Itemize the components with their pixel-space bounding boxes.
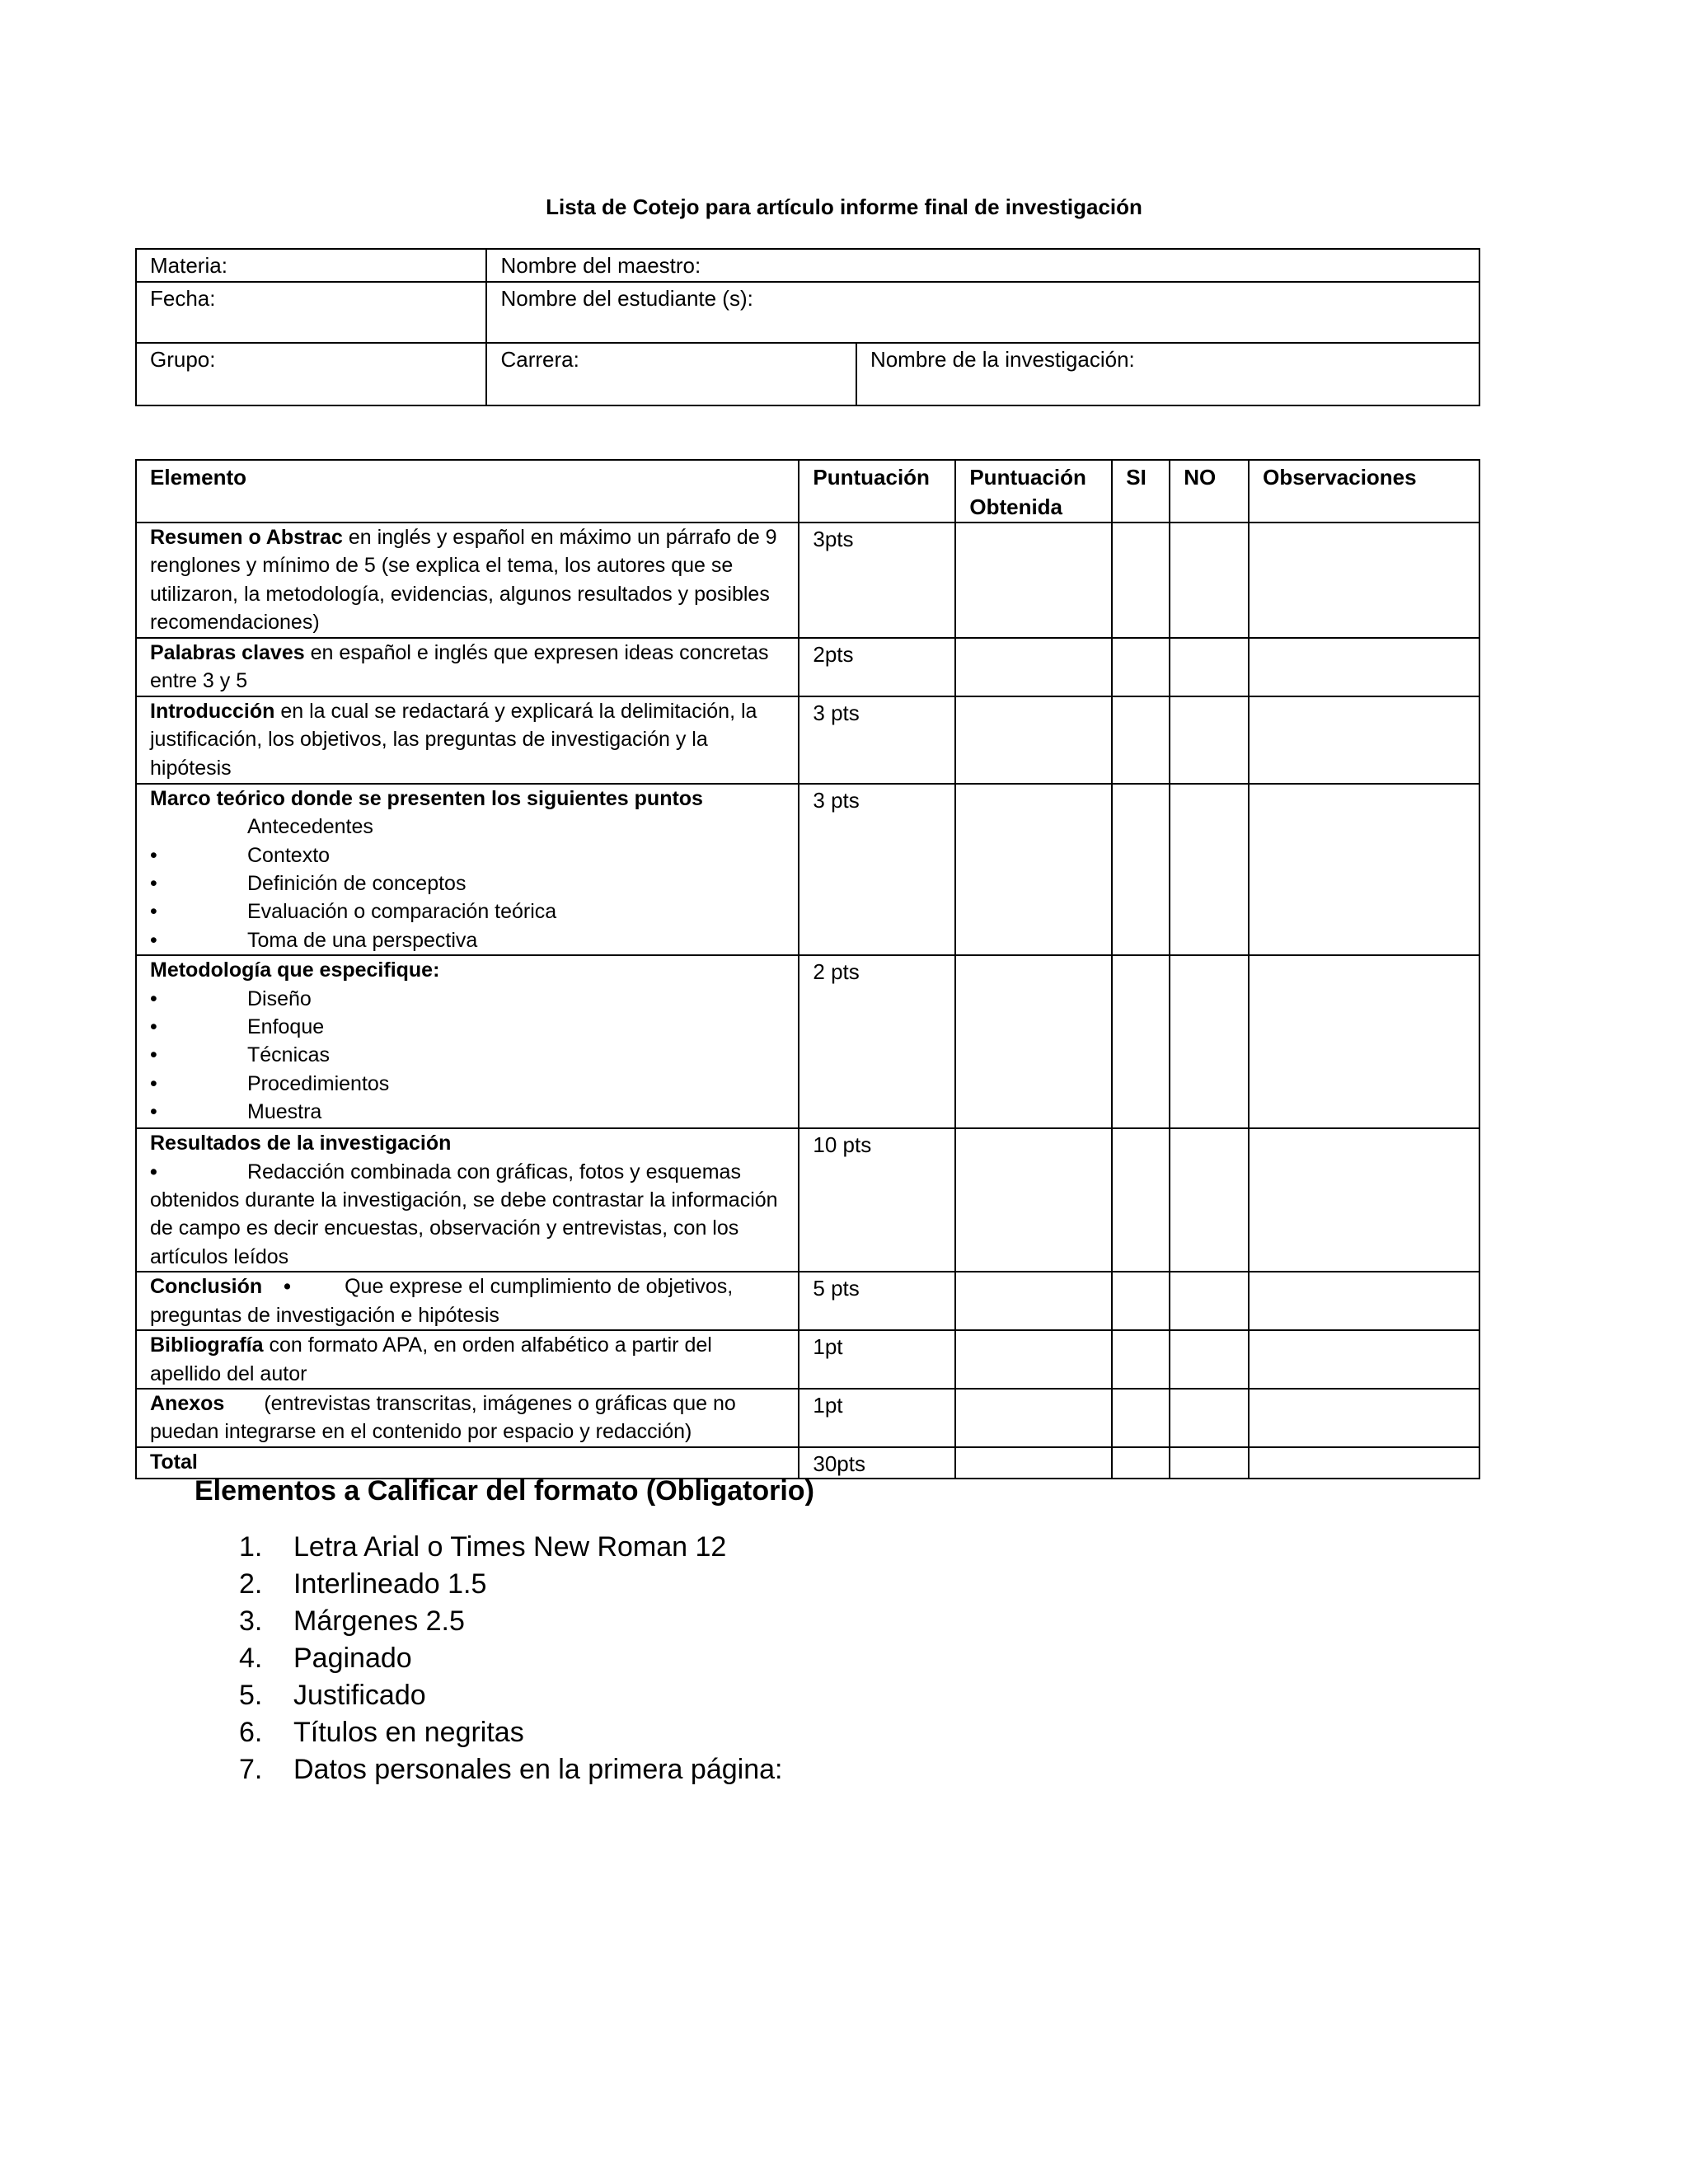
list-item: • Diseño: [150, 987, 312, 1010]
no-cell[interactable]: [1170, 1330, 1249, 1389]
list-item: • Enfoque: [150, 1015, 325, 1039]
header-no: NO: [1170, 460, 1249, 523]
points-cell: 3 pts: [799, 696, 955, 784]
element-cell: Metodología que especifique: • Diseño • Enfoque • Técnicas • Procedimientos • Muestra: [136, 955, 799, 1128]
info-table: [135, 248, 1480, 406]
si-cell[interactable]: [1112, 638, 1170, 696]
list-item: 2. Interlineado 1.5: [239, 1568, 487, 1600]
list-item: 1. Letra Arial o Times New Roman 12: [239, 1531, 727, 1563]
no-cell[interactable]: [1170, 784, 1249, 955]
list-item: 5. Justificado: [239, 1680, 426, 1711]
maestro-field: Nombre del maestro:: [486, 249, 1479, 282]
points-cell: 1pt: [799, 1330, 955, 1389]
obtained-cell[interactable]: [955, 1128, 1112, 1272]
list-item: • Toma de una perspectiva: [150, 928, 478, 952]
no-cell[interactable]: [1170, 696, 1249, 784]
observations-cell[interactable]: [1249, 1272, 1479, 1330]
fecha-field: Fecha:: [136, 282, 486, 343]
no-cell[interactable]: [1170, 638, 1249, 696]
element-cell: Marco teórico donde se presenten los siguientes puntos Antecedentes • Contexto • Definición de conceptos • Evaluación o comparación teórica • Toma de una perspectiva: [136, 784, 799, 955]
page-title: Lista de Cotejo para artículo informe final de investigación: [546, 194, 1142, 219]
list-item: • Técnicas: [150, 1043, 331, 1067]
observations-cell[interactable]: [1249, 1389, 1479, 1447]
list-item: • Evaluación o comparación teórica: [150, 900, 557, 924]
table-row: [136, 638, 1479, 696]
obtained-cell[interactable]: [955, 955, 1112, 1128]
points-cell: 2 pts: [799, 955, 955, 1128]
header-observaciones: Observaciones: [1249, 460, 1479, 523]
observations-cell[interactable]: [1249, 696, 1479, 784]
table-row-total: [136, 1447, 1479, 1479]
grupo-field: Grupo:: [136, 343, 486, 405]
si-cell[interactable]: [1112, 523, 1170, 638]
points-cell: 3pts: [799, 523, 955, 638]
list-item: • Contexto: [150, 843, 331, 867]
element-cell: Resultados de la investigación • Redacción combinada con gráficas, fotos y esquemas obtenidos durante la investigación, se debe contrastar la información de campo es decir encuestas, observación y entrevistas, con los artículos leídos: [136, 1128, 799, 1272]
points-cell: 5 pts: [799, 1272, 955, 1330]
table-row: [136, 1330, 1479, 1389]
element-cell: Resumen o Abstrac en inglés y español en máximo un párrafo de 9 renglones y mínimo de 5 (se explica el tema, los autores que se utilizaron, la metodología, evidencias, algunos resultados y posibles recomendaciones): [136, 523, 799, 638]
element-cell: Conclusión • Que exprese el cumplimiento de objetivos, preguntas de investigación e hipótesis: [136, 1272, 799, 1330]
header-puntuacion-obtenida: Puntuación Obtenida: [955, 460, 1112, 523]
no-cell[interactable]: [1170, 1128, 1249, 1272]
list-item: 6. Títulos en negritas: [239, 1717, 524, 1748]
obtained-cell[interactable]: [955, 1389, 1112, 1447]
table-row: [136, 523, 1479, 638]
points-cell: 10 pts: [799, 1128, 955, 1272]
no-cell[interactable]: [1170, 955, 1249, 1128]
list-item: Antecedentes: [247, 815, 373, 839]
no-cell[interactable]: [1170, 1447, 1249, 1479]
points-cell: 2pts: [799, 638, 955, 696]
obtained-cell[interactable]: [955, 1447, 1112, 1479]
list-item: 7. Datos personales en la primera página:: [239, 1754, 783, 1785]
list-item: 3. Márgenes 2.5: [239, 1605, 465, 1637]
table-row: [136, 696, 1479, 784]
observations-cell[interactable]: [1249, 638, 1479, 696]
observations-cell[interactable]: [1249, 784, 1479, 955]
si-cell[interactable]: [1112, 696, 1170, 784]
si-cell[interactable]: [1112, 784, 1170, 955]
list-item: • Muestra: [150, 1100, 322, 1124]
observations-cell[interactable]: [1249, 1128, 1479, 1272]
total-points-cell: 30pts: [799, 1447, 955, 1479]
header-puntuacion: Puntuación: [799, 460, 955, 523]
no-cell[interactable]: [1170, 1272, 1249, 1330]
si-cell[interactable]: [1112, 1389, 1170, 1447]
obtained-cell[interactable]: [955, 523, 1112, 638]
points-cell: 3 pts: [799, 784, 955, 955]
investigacion-field: Nombre de la investigación:: [856, 343, 1479, 405]
table-row: [136, 955, 1479, 1128]
obtained-cell[interactable]: [955, 696, 1112, 784]
header-elemento: Elemento: [136, 460, 799, 523]
si-cell[interactable]: [1112, 1330, 1170, 1389]
obtained-cell[interactable]: [955, 784, 1112, 955]
no-cell[interactable]: [1170, 1389, 1249, 1447]
format-list: [239, 1529, 782, 1788]
observations-cell[interactable]: [1249, 1447, 1479, 1479]
table-row: [136, 1272, 1479, 1330]
observations-cell[interactable]: [1249, 955, 1479, 1128]
element-cell: Palabras claves en español e inglés que expresen ideas concretas entre 3 y 5: [136, 638, 799, 696]
format-section-heading: Elementos a Calificar del formato (Obligatorio): [195, 1475, 814, 1507]
element-cell: Introducción en la cual se redactará y explicará la delimitación, la justificación, los objetivos, las preguntas de investigación y la hipótesis: [136, 696, 799, 784]
obtained-cell[interactable]: [955, 638, 1112, 696]
element-cell: Total: [136, 1447, 799, 1479]
obtained-cell[interactable]: [955, 1272, 1112, 1330]
element-cell: Bibliografía con formato APA, en orden alfabético a partir del apellido del autor: [136, 1330, 799, 1389]
si-cell[interactable]: [1112, 1128, 1170, 1272]
si-cell[interactable]: [1112, 955, 1170, 1128]
list-item: • Procedimientos: [150, 1071, 390, 1095]
header-si: SI: [1112, 460, 1170, 523]
table-row: [136, 784, 1479, 955]
materia-field: Materia:: [136, 249, 486, 282]
si-cell[interactable]: [1112, 1447, 1170, 1479]
obtained-cell[interactable]: [955, 1330, 1112, 1389]
list-item: • Definición de conceptos: [150, 872, 467, 896]
no-cell[interactable]: [1170, 523, 1249, 638]
table-row: [136, 1389, 1479, 1447]
carrera-field: Carrera:: [486, 343, 856, 405]
si-cell[interactable]: [1112, 1272, 1170, 1330]
element-cell: Anexos (entrevistas transcritas, imágenes o gráficas que no puedan integrarse en el contenido por espacio y redacción): [136, 1389, 799, 1447]
table-row: [136, 1128, 1479, 1272]
observations-cell[interactable]: [1249, 1330, 1479, 1389]
points-cell: 1pt: [799, 1389, 955, 1447]
checklist-table: [135, 459, 1480, 1479]
list-item: 4. Paginado: [239, 1643, 412, 1674]
observations-cell[interactable]: [1249, 523, 1479, 638]
estudiante-field: Nombre del estudiante (s):: [486, 282, 1479, 343]
